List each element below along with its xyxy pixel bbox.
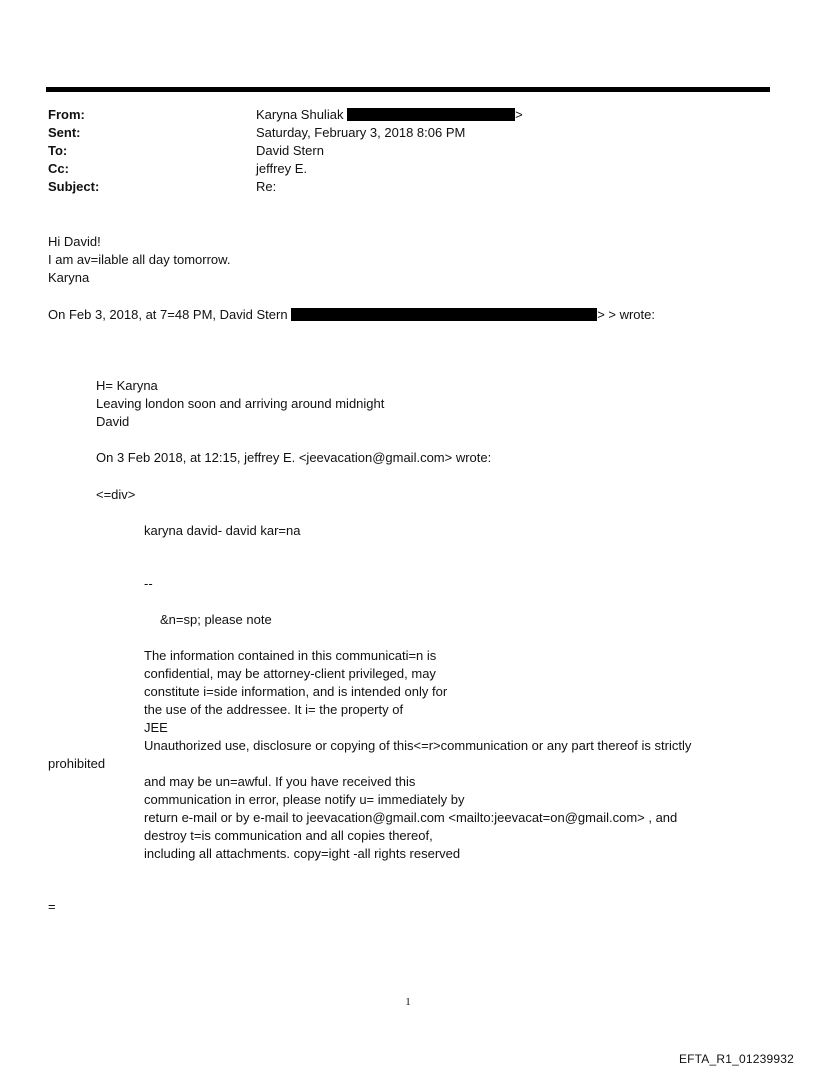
quote1-line: David [96, 414, 130, 429]
disclaimer-line: the use of the addressee. It i= the property of [144, 702, 404, 717]
page-number: 1 [405, 996, 411, 1008]
quote-intro-text: On Feb 3, 2018, at 7=48 PM, David Stern [48, 307, 288, 322]
quote-intro [48, 306, 655, 324]
quote1-div: <=div> [96, 487, 136, 502]
bates-number: EFTA_R1_01239932 [678, 1052, 794, 1066]
cc-value: jeffrey E. [256, 161, 308, 176]
subject-value: Re: [256, 179, 277, 194]
to-value: David Stern [256, 143, 324, 158]
sent-value: Saturday, February 3, 2018 8:06 PM [256, 125, 466, 140]
trailer-mark: = [48, 899, 56, 914]
quote2-nbsp: &n=sp; please note [160, 612, 272, 627]
quote1-line: Leaving london soon and arriving around midnight [96, 396, 385, 411]
header-rule [46, 87, 770, 92]
quote2-dash: -- [144, 576, 153, 591]
to-label: To: [48, 143, 68, 158]
disclaimer-line: The information contained in this communicati=n is [144, 648, 437, 663]
body-line: I am av=ilable all day tomorrow. [48, 252, 231, 267]
redaction-bar [291, 308, 597, 321]
signature: Karyna [48, 270, 90, 285]
from-tail: > [515, 107, 523, 122]
disclaimer-line: confidential, may be attorney-client privileged, may [144, 666, 436, 681]
quote2-line: karyna david- david kar=na [144, 523, 301, 538]
greeting: Hi David! [48, 234, 101, 249]
quote1-line: H= Karyna [96, 378, 158, 393]
sent-label: Sent: [48, 125, 81, 140]
subject-label: Subject: [48, 179, 100, 194]
quote-intro-tail: > > wrote: [597, 307, 655, 322]
quote1-intro: On 3 Feb 2018, at 12:15, jeffrey E. <jeevacation@gmail.com> wrote: [96, 450, 492, 465]
from-label: From: [48, 107, 85, 122]
from-value [256, 106, 523, 124]
disclaimer-line: and may be un=awful. If you have received this [144, 774, 416, 789]
disclaimer-line: JEE [144, 720, 168, 735]
disclaimer-line: communication in error, please notify u= immediately by [144, 792, 465, 807]
disclaimer-line: destroy t=is communication and all copies thereof, [144, 828, 433, 843]
disclaimer-line: return e-mail or by e-mail to jeevacation@gmail.com <mailto:jeevacat=on@gmail.com> , and [144, 810, 678, 825]
disclaimer-line: including all attachments. copy=ight -all rights reserved [144, 846, 461, 861]
disclaimer-line: Unauthorized use, disclosure or copying of this<=r>communication or any part thereof is strictly [144, 738, 692, 753]
disclaimer-line: constitute i=side information, and is intended only for [144, 684, 448, 699]
from-name: Karyna Shuliak [256, 107, 344, 122]
redaction-bar [347, 108, 515, 121]
disclaimer-line: prohibited [48, 756, 106, 771]
cc-label: Cc: [48, 161, 69, 176]
